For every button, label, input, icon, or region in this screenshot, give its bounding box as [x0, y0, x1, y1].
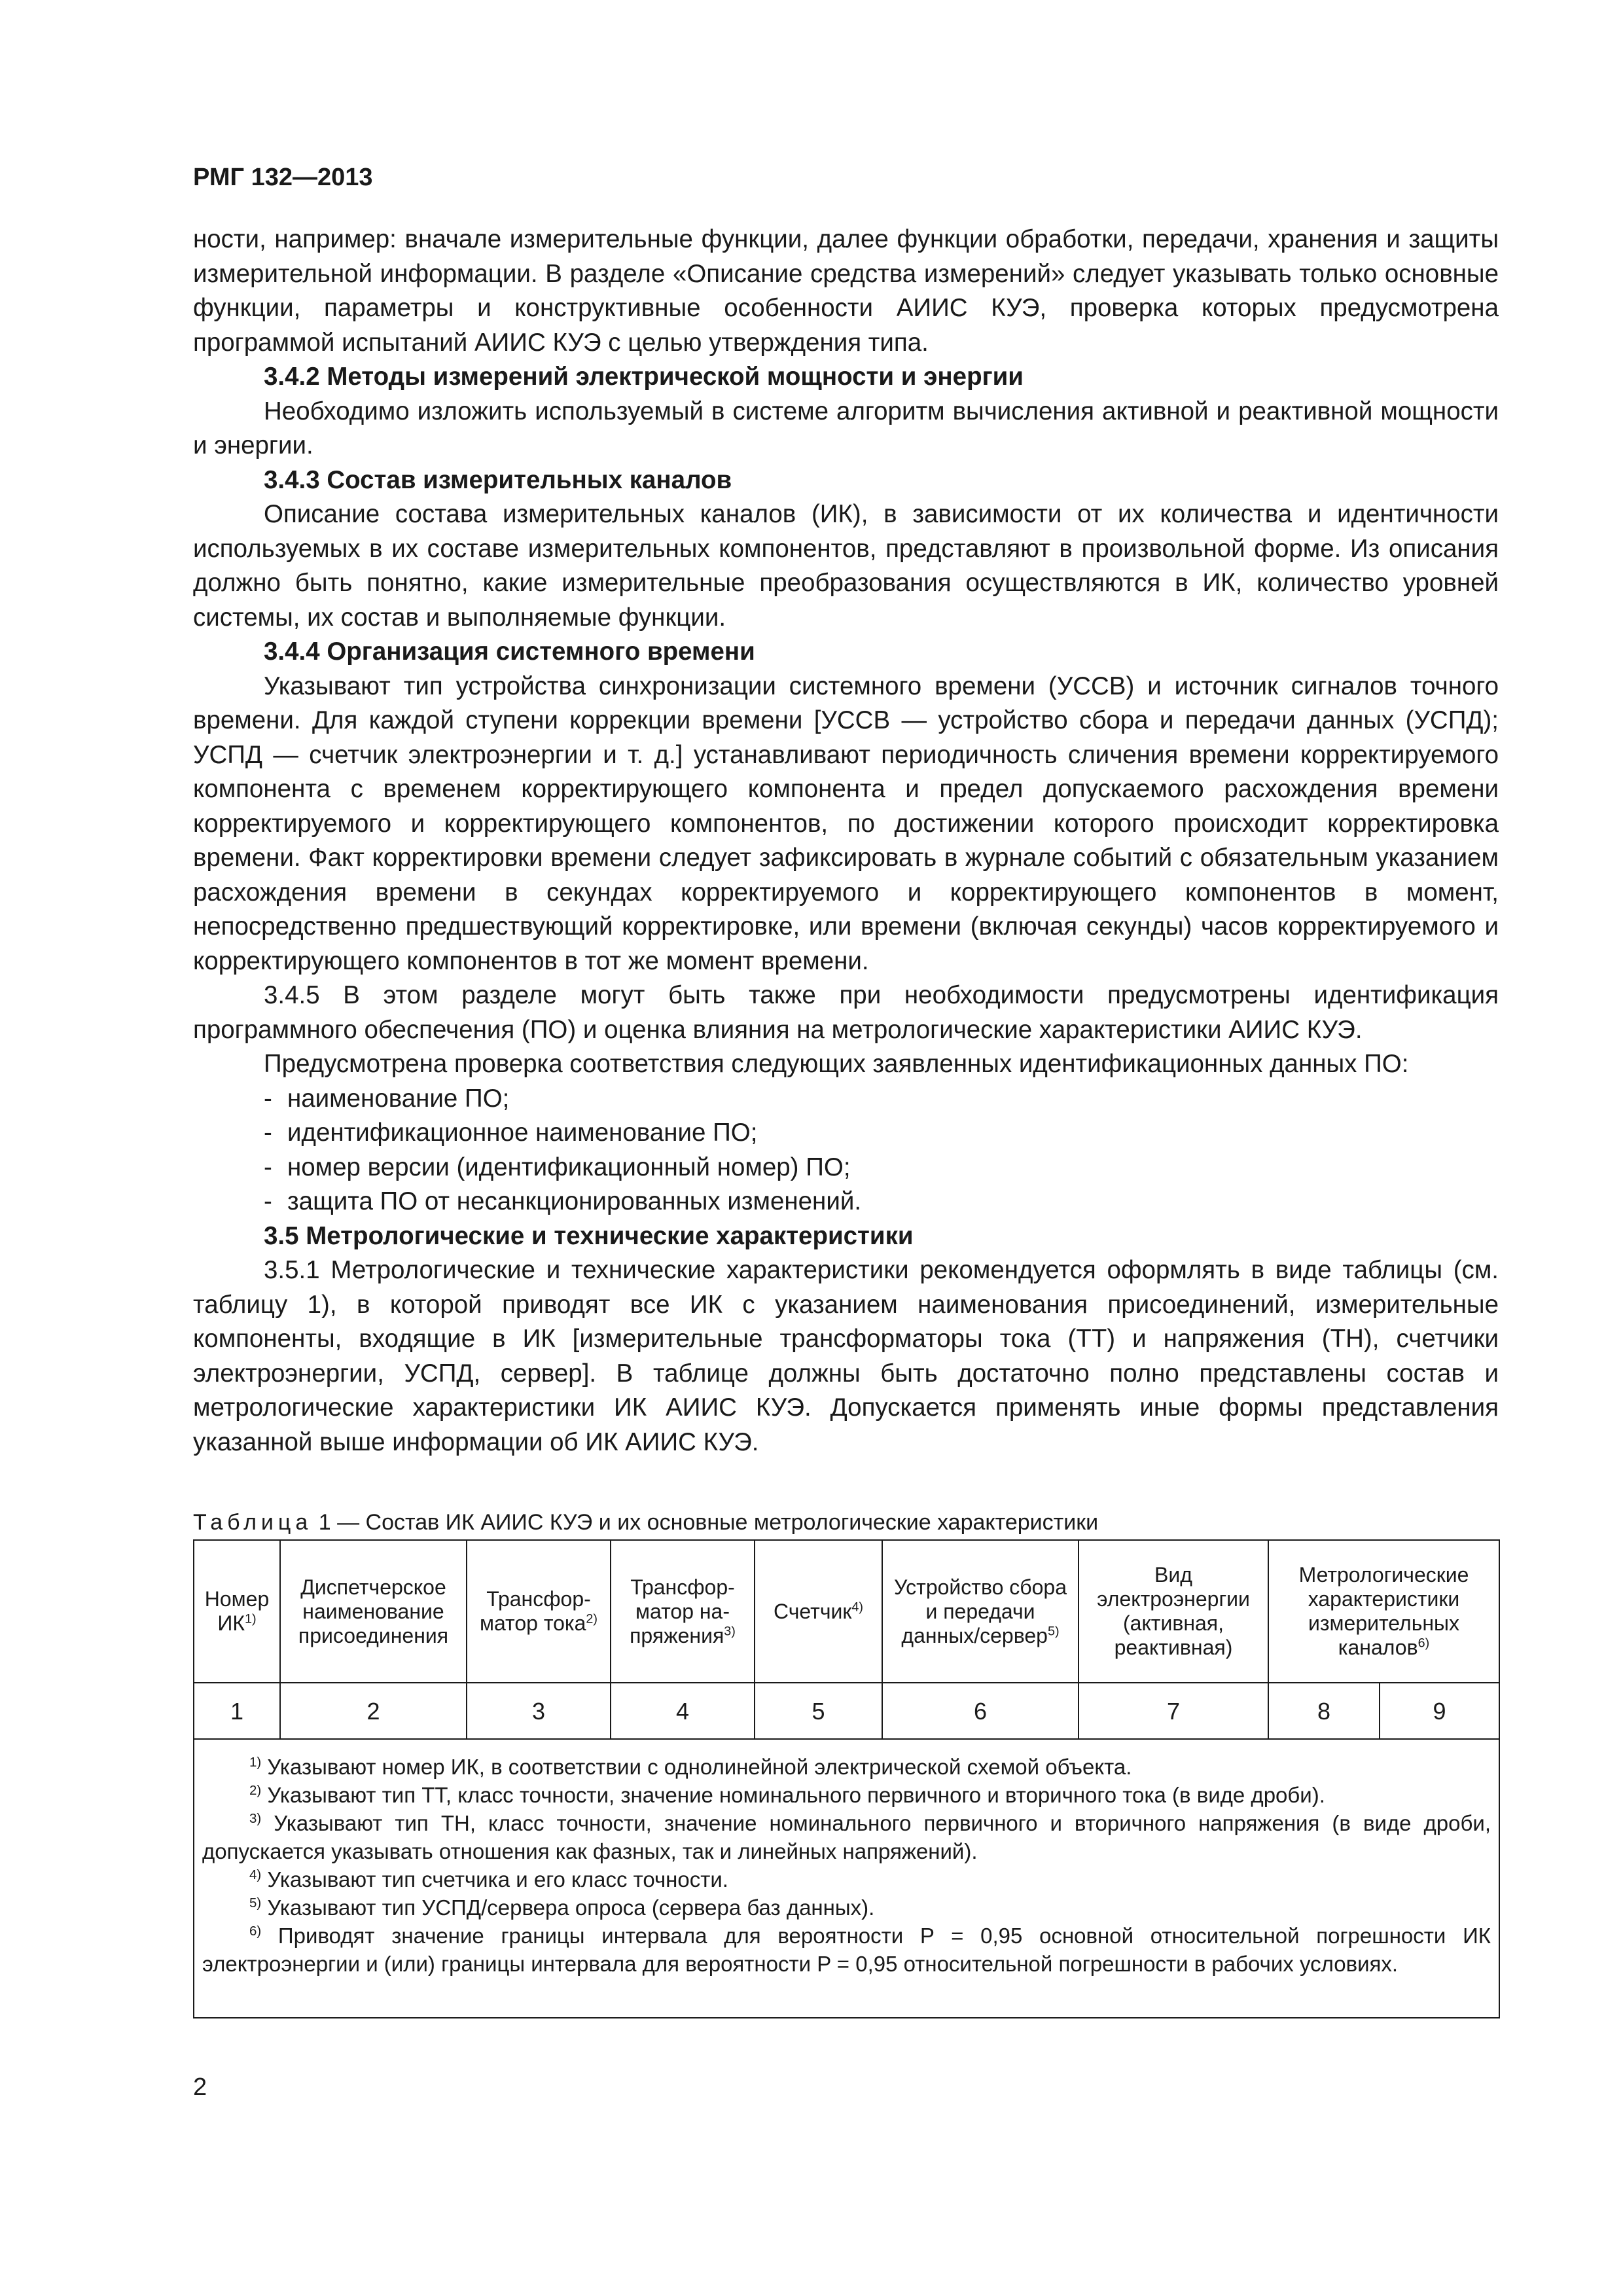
- column-number-cell: 2: [280, 1683, 467, 1739]
- section-heading-3-4-2: 3.4.2 Методы измерений электрической мощности и энергии: [264, 363, 1024, 391]
- paragraph-3-4-3: Описание состава измерительных каналов (ИК), в зависимости от их количества и идентичности используемых в их составе измерительных компонентов, представляют в произвольной форме. Из описания должно быть понятно, какие измерительные преобразования осуществляются в ИК, количество уровней системы, их состав и выполняемые функции.: [193, 500, 1499, 632]
- column-number-cell: 7: [1079, 1683, 1268, 1739]
- list-item: [193, 1185, 1499, 1219]
- running-head: РМГ 132—2013: [193, 164, 373, 191]
- table-header-row: [194, 1540, 1499, 1683]
- footnote: $^{3)}$ Указывают тип ТН, класс точности, значение номинального первичного и вторичного напряжения (в виде дроби, допускается указывать отношения как фазных, так и линейных напряжений).: [202, 1811, 1491, 1863]
- header-cell-voltage-transformer: Трансфор-матор на-пряжения$^{3)}$: [611, 1540, 755, 1683]
- table-caption: [193, 1509, 1098, 1536]
- footnote: $^{4)}$ Указывают тип счетчика и его класс точности.: [249, 1867, 728, 1892]
- column-number-cell: 4: [611, 1683, 755, 1739]
- paragraph-3-5-1: 3.5.1 Метрологические и технические характеристики рекомендуется оформлять в виде таблицы (см. таблицу 1), в которой приводят все ИК с указанием наименования присоединений, измерительные компоненты, входящие в ИК [измерительные трансформаторы тока (ТТ) и напряжения (ТН), счетчики электроэнергии, УСПД, сервер]. В таблице должны быть достаточно полно представлены состав и метрологические характеристики ИК АИИС КУЭ. Допускается применять иные формы представления указанной выше информации об ИК АИИС КУЭ.: [193, 1256, 1499, 1456]
- list-item-text: идентификационное наименование ПО;: [287, 1119, 758, 1147]
- paragraph-continuation: ности, например: вначале измерительные функции, далее функции обработки, передачи, хранения и защиты измерительной информации. В разделе «Описание средства измерений» следует указывать только основные функции, параметры и конструктивные особенности АИИС КУЭ, проверка которых предусмотрена программой испытаний АИИС КУЭ с целью утверждения типа.: [193, 225, 1499, 357]
- list-item: [193, 1151, 1499, 1185]
- table-1: [193, 1539, 1500, 2018]
- list-dash: -: [264, 1119, 272, 1147]
- list-item: [193, 1082, 1499, 1117]
- footnote: $^{2)}$ Указывают тип ТТ, класс точности, значение номинального первичного и вторичного тока (в виде дроби).: [249, 1783, 1325, 1807]
- footnote: $^{5)}$ Указывают тип УСПД/сервера опроса (сервера баз данных).: [249, 1895, 875, 1920]
- list-item-text: наименование ПО;: [287, 1084, 510, 1113]
- list-dash: -: [264, 1153, 272, 1181]
- list-item-text: защита ПО от несанкционированных изменений.: [287, 1187, 862, 1215]
- table-caption-text: 1 — Состав ИК АИИС КУЭ и их основные метрологические характеристики: [312, 1510, 1099, 1535]
- table-column-numbers-row: [194, 1683, 1499, 1739]
- paragraph-3-4-4: Указывают тип устройства синхронизации системного времени (УССВ) и источник сигналов точного времени. Для каждой ступени коррекции времени [УССВ — устройство сбора и передачи данных (УСПД); УСПД — счетчик электроэнергии и т. д.] устанавливают периодичность сличения времени корректируемого компонента с временем корректирующего компонента и предел допускаемого расхождения времени корректируемого и корректирующего компонентов, по достижении которого происходит корректировка времени. Факт корректировки времени следует зафиксировать в журнале событий с обязательным указанием расхождения времени в секундах корректируемого и корректирующего компонентов в момент, непосредственно предшествующий корректировке, или времени (включая секунды) часов корректируемого и корректирующего компонентов в тот же момент времени.: [193, 672, 1499, 975]
- column-number-cell: 3: [467, 1683, 611, 1739]
- table-footnotes: [194, 1739, 1499, 2018]
- column-number-cell: 6: [882, 1683, 1079, 1739]
- header-cell-metrological: Метрологические характеристики измерительных каналов$^{6)}$: [1268, 1540, 1499, 1683]
- paragraph-3-4-5: 3.4.5 В этом разделе могут быть также при необходимости предусмотрены идентификация программного обеспечения (ПО) и оценка влияния на метрологические характеристики АИИС КУЭ.: [193, 981, 1499, 1044]
- section-heading-3-4-3: 3.4.3 Состав измерительных каналов: [264, 465, 732, 494]
- list-item-text: номер версии (идентификационный номер) ПО;: [287, 1153, 851, 1181]
- table-footnotes-row: [194, 1739, 1499, 2018]
- column-number-cell: 1: [194, 1683, 280, 1739]
- body-text: [193, 223, 1499, 1460]
- section-heading-3-5: 3.5 Метрологические и технические характеристики: [264, 1221, 914, 1250]
- section-heading-3-4-4: 3.4.4 Организация системного времени: [264, 637, 755, 666]
- paragraph-3-4-5-verification: Предусмотрена проверка соответствия следующих заявленных идентификационных данных ПО:: [264, 1050, 1409, 1078]
- header-cell-connection-name: Диспетчерское наименование присоединения: [280, 1540, 467, 1683]
- header-cell-number: Номер ИК$^{1)}$: [194, 1540, 280, 1683]
- footnote: $^{1)}$ Указывают номер ИК, в соответствии с однолинейной электрической схемой объекта.: [249, 1755, 1132, 1779]
- header-cell-data-device: Устройство сбора и передачи данных/сервер$^{5)}$: [882, 1540, 1079, 1683]
- list-dash: -: [264, 1187, 272, 1215]
- header-cell-energy-type: Вид электроэнергии (активная, реактивная): [1079, 1540, 1268, 1683]
- list-dash: -: [264, 1084, 272, 1113]
- column-number-cell: 8: [1268, 1683, 1380, 1739]
- footnote: $^{6)}$ Приводят значение границы интервала для вероятности P = 0,95 основной относительной погрешности ИК электроэнергии и (или) границы интервала для вероятности P = 0,95 относительной погрешности в рабочих условиях.: [202, 1924, 1491, 1976]
- column-number-cell: 9: [1380, 1683, 1499, 1739]
- column-number-cell: 5: [755, 1683, 882, 1739]
- table-caption-label: Таблица: [193, 1510, 313, 1535]
- list-item: [193, 1116, 1499, 1151]
- paragraph-3-4-2: Необходимо изложить используемый в системе алгоритм вычисления активной и реактивной мощности и энергии.: [193, 397, 1499, 459]
- page-number: 2: [193, 2073, 207, 2101]
- header-cell-current-transformer: Трансфор-матор тока$^{2)}$: [467, 1540, 611, 1683]
- header-cell-meter: Счетчик$^{4)}$: [755, 1540, 882, 1683]
